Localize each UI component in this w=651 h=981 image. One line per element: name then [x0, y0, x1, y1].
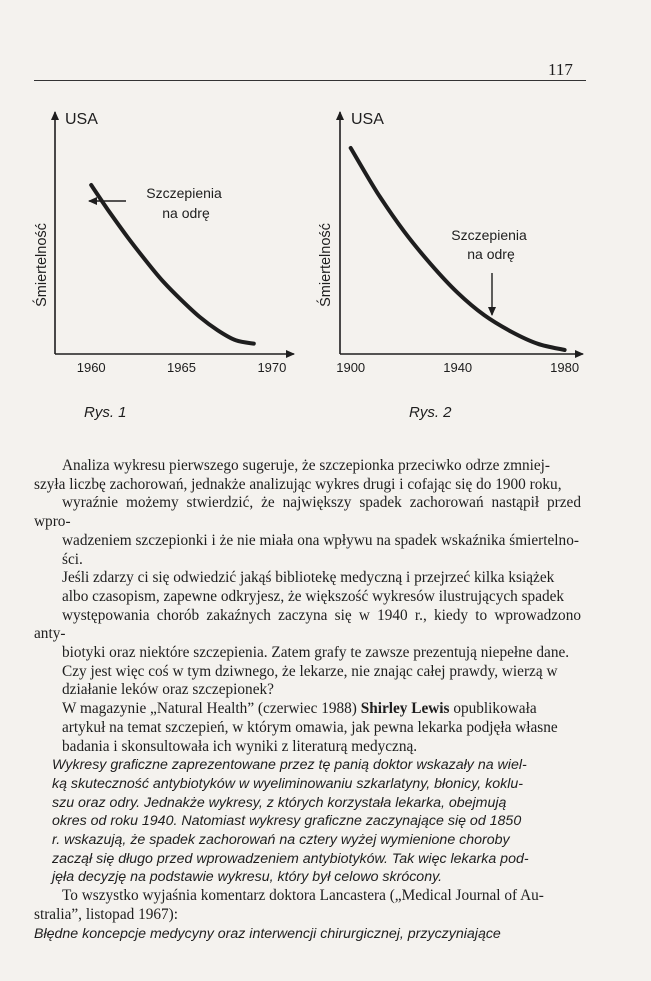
figure-2	[316, 111, 583, 375]
fig2-series-line	[351, 148, 565, 350]
page-number: 117	[548, 60, 573, 79]
figures	[0, 0, 651, 450]
text-line: Analiza wykresu pierwszego sugeruje, że szczepionka przeciwko odrze zmniej-	[62, 457, 551, 474]
text-line: działanie leków oraz szczepionek?	[62, 681, 274, 699]
quote-line: zaczął się długo przed wprowadzeniem antybiotyków. Tak więc lekarka pod-	[52, 850, 529, 867]
text-line: wadzeniem szczepionki i że nie miała ona wpływu na spadek wskaźnika śmiertelno-	[62, 531, 579, 549]
text-fragment: opublikowała	[449, 700, 537, 718]
body-text	[34, 457, 581, 943]
text-line: albo czasopism, zapewne odkryjesz, że większość wykresów ilustrujących spadek	[62, 587, 565, 605]
text-line: stralia”, listopad 1967):	[34, 905, 179, 923]
quote-2: Błędne koncepcje medycyny oraz interwencji chirurgicznej, przyczyniające	[34, 925, 501, 942]
figure-1	[32, 111, 294, 375]
fig1-tick-labels	[77, 360, 287, 375]
text-line: występowania chorób zakaźnych zaczyna się w 1940 r., kiedy to wprowadzono anty-	[34, 606, 581, 643]
text-line: To wszystko wyjaśnia komentarz doktora Lancastera („Medical Journal of Au-	[62, 887, 544, 905]
quote-line: jęła decyzję na podstawie wykresu, który był celowo skrócony.	[52, 869, 443, 886]
fig1-ylabel: Śmiertelność	[34, 223, 50, 307]
tick-label: 1970	[257, 360, 287, 375]
quote-line: Wykresy graficzne zaprezentowane przez tę panią doktor wskazały na wiel-	[52, 757, 527, 774]
tick-label: 1960	[76, 360, 106, 375]
text-line: Czy jest więc coś w tym dziwnego, że lekarze, nie znając całej prawdy, wierzą w	[62, 662, 558, 680]
quote-block	[34, 756, 581, 887]
tick-label: 1965	[167, 360, 196, 375]
tick-label: 1980	[550, 360, 580, 375]
fig1-annotation: Szczepienia na odrę	[146, 185, 222, 221]
paragraph-1	[34, 457, 581, 569]
fig2-tick-labels	[336, 360, 579, 375]
fig2-title: USA	[351, 111, 384, 128]
tick-label: 1900	[336, 360, 366, 375]
paragraph-2	[34, 569, 581, 700]
paragraph-4	[34, 887, 581, 924]
text-line: szyła liczbę zachorowań, jednakże analizując wykres drugi i cofając się do 1900 roku,	[34, 475, 562, 493]
quote-line: szu oraz odry. Jednakże wykresy, z których korzystała lekarka, obejmują	[52, 794, 507, 811]
paragraph-3	[34, 700, 581, 756]
fig1-caption: Rys. 1	[84, 404, 127, 421]
text-line: badania i skonsultowała ich wyniki z literaturą medyczną.	[62, 737, 418, 755]
fig2-caption: Rys. 2	[409, 404, 452, 421]
text-line	[34, 700, 581, 719]
text-line: biotyki oraz niektóre szczepienia. Zatem grafy te zawsze prezentują niepełne dane.	[62, 644, 570, 662]
fig2-annotation: Szczepienia na odrę	[451, 227, 527, 262]
text-line: wyraźnie możemy stwierdzić, że największy spadek zachorowań nastąpił przed wpro-	[34, 494, 581, 531]
quote-line: ką skuteczność antybiotyków w wyeliminowaniu szkarlatyny, błonicy, koklu-	[52, 775, 523, 792]
text-line: ści.	[62, 550, 83, 568]
quote-line: okres od roku 1940. Natomiast wykresy graficzne zaczynające się od 1850	[52, 813, 522, 830]
fig2-ylabel: Śmiertelność	[318, 223, 334, 307]
quote-line: r. wskazują, że spadek zachorowań na cztery wyżej wymienione choroby	[52, 832, 510, 849]
fig1-title: USA	[65, 111, 98, 128]
text-line: artykuł na temat szczepień, w którym omawia, jak pewna lekarka podjęła własne	[62, 718, 558, 736]
text-fragment: W magazynie „Natural Health” (czerwiec 1988)	[62, 700, 361, 718]
tick-label: 1940	[443, 360, 473, 375]
author-name: Shirley Lewis	[360, 700, 450, 718]
text-line: Jeśli zdarzy ci się odwiedzić jakąś bibliotekę medyczną i przejrzeć kilka książek	[62, 569, 555, 587]
